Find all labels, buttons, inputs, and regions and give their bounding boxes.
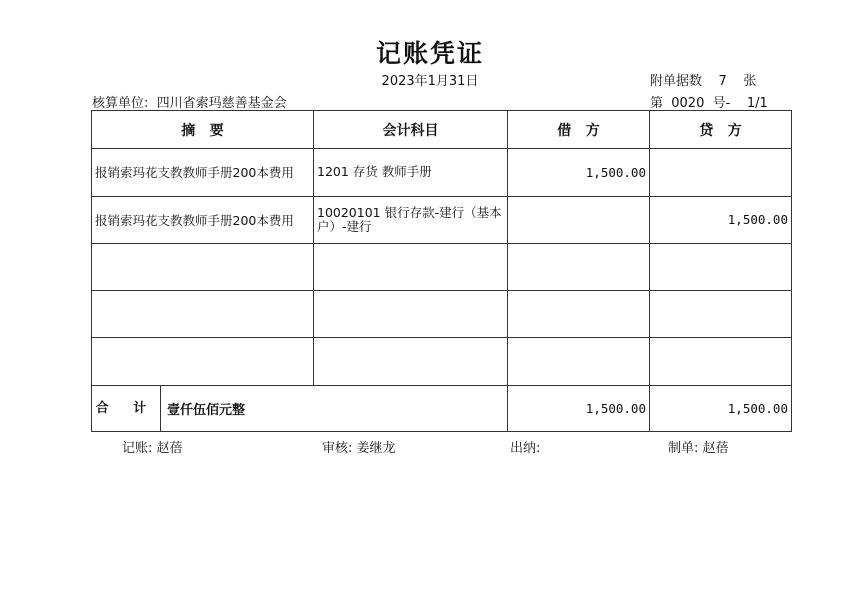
table-row [92, 149, 792, 196]
row-debit [508, 338, 650, 385]
row-credit [650, 338, 792, 385]
voucher-date: 2023年1月31日 [381, 74, 479, 89]
row-summary: 报销索玛花支教教师手册200本费用 [92, 196, 314, 243]
row-credit [650, 243, 792, 290]
preparer-signature: 制单: 赵蓓 [668, 441, 729, 456]
row-credit [650, 291, 792, 338]
total-debit: 1,500.00 [508, 385, 650, 431]
table-row [92, 291, 792, 338]
voucher-number: 第 0020 号- 1/1 [650, 96, 768, 111]
header-row [92, 111, 792, 149]
row-account [314, 338, 508, 385]
row-account: 1201 存货 教师手册 [314, 149, 508, 196]
unit-label: 核算单位: [92, 96, 149, 111]
table-row [92, 243, 792, 290]
total-cell [92, 385, 508, 431]
bookkeeper-signature: 记账: 赵蓓 [122, 441, 183, 456]
row-summary [92, 291, 314, 338]
row-debit [508, 243, 650, 290]
table-row [92, 338, 792, 385]
unit-name: 四川省索玛慈善基金会 [156, 96, 287, 111]
accounting-unit [92, 92, 287, 111]
col-credit: 贷 方 [650, 111, 792, 149]
row-debit [508, 196, 650, 243]
total-row [92, 385, 792, 431]
row-account [314, 291, 508, 338]
amount-in-words: 壹仟伍佰元整 [167, 402, 246, 418]
total-label: 合 计 [92, 386, 161, 431]
row-account [314, 243, 508, 290]
row-summary [92, 338, 314, 385]
row-summary: 报销索玛花支教教师手册200本费用 [92, 149, 314, 196]
voucher-title: 记账凭证 [375, 39, 484, 68]
row-summary [92, 243, 314, 290]
attachment-count: 附单据数 7 张 [650, 74, 757, 89]
col-debit: 借 方 [508, 111, 650, 149]
reviewer-signature: 审核: 姜继龙 [322, 441, 396, 456]
row-debit [508, 291, 650, 338]
row-debit: 1,500.00 [508, 149, 650, 196]
table-row [92, 196, 792, 243]
row-credit: 1,500.00 [650, 196, 792, 243]
row-account: 10020101 银行存款-建行（基本户）-建行 [314, 196, 508, 243]
row-credit [650, 149, 792, 196]
voucher-table [91, 110, 792, 432]
cashier-signature: 出纳: [510, 441, 541, 456]
col-account: 会计科目 [314, 111, 508, 149]
col-summary: 摘 要 [92, 111, 314, 149]
total-credit: 1,500.00 [650, 385, 792, 431]
